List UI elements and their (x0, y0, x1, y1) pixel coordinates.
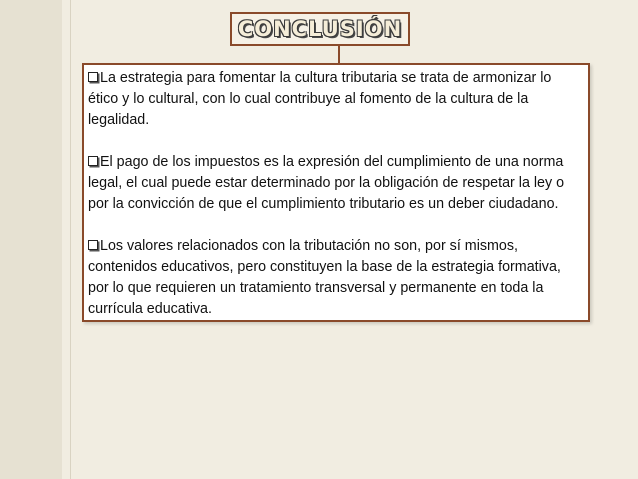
checkbox-square-icon (88, 156, 98, 166)
slide-title: CONCLUSIÓN (237, 17, 403, 41)
conclusion-paragraph (88, 152, 584, 215)
title-connector-line (338, 46, 340, 64)
conclusion-paragraph (88, 68, 584, 131)
conclusion-content-box (82, 63, 590, 322)
conclusion-paragraph (88, 236, 584, 320)
left-decorative-line (70, 0, 71, 479)
checkbox-square-icon (88, 72, 98, 82)
title-box (230, 12, 410, 46)
paragraph-text: El pago de los impuestos es la expresión del cumplimiento de una norma legal, el cual puede estar determinado por la obligación de respetar la ley o por la convicción de que el cumplimiento tributario es un deber ciudadano. (88, 154, 565, 212)
left-decorative-band (0, 0, 62, 479)
paragraph-text: La estrategia para fomentar la cultura tributaria se trata de armonizar lo ético y lo cultural, con lo cual contribuye al fomento de la cultura de la legalidad. (88, 70, 552, 128)
checkbox-square-icon (88, 240, 98, 250)
paragraph-text: Los valores relacionados con la tributación no son, por sí mismos, contenidos educativos, pero constituyen la base de la estrategia formativa, por lo que requieren un tratamiento transversal y permanente en toda la currícula educativa. (88, 238, 561, 317)
